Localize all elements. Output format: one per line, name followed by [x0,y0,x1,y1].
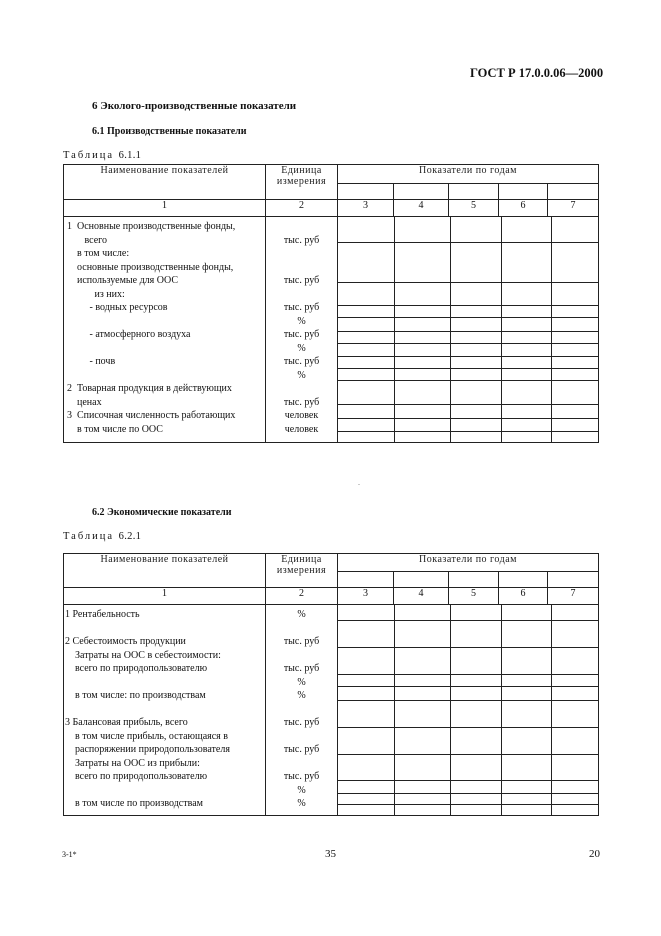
year-values-area [338,605,599,816]
row-unit [266,247,337,261]
value-row [338,381,598,405]
row-unit: тыс. руб [283,275,320,286]
row-unit [266,703,337,717]
value-row [338,432,598,442]
row-unit [266,757,337,771]
value-row [338,306,598,318]
value-row [338,781,598,794]
indicator-units [266,217,338,443]
row-unit: % [297,798,306,809]
year-cell [394,572,449,588]
year-cell [499,184,548,200]
row-unit: тыс. руб [283,302,320,313]
year-cell [449,572,499,588]
value-row [338,701,598,728]
row-name [67,369,265,383]
row-unit: тыс. руб [283,663,320,674]
row-name: в том числе по производствам [65,798,203,809]
row-unit: тыс. руб [283,717,320,728]
row-name: - водных ресурсов [67,302,168,313]
value-row [338,369,598,381]
row-unit: человек [284,423,319,435]
row-name: 3 Списочная численность работающих [67,410,236,421]
row-name: Затраты на ООС в себестоимости: [65,649,221,661]
header-unit-line1: Единица [281,554,322,565]
row-unit: % [297,609,306,620]
section-6-title: 6 Эколого-производственные показатели [92,100,297,112]
value-row [338,805,598,815]
value-row [338,357,598,369]
section-6-2-title: 6.2 Экономические показатели [92,507,232,518]
colnum-6: 6 [499,200,548,217]
year-cell [449,184,499,200]
colnum-5: 5 [449,200,499,217]
value-row [338,675,598,687]
row-unit: тыс. руб [283,744,320,755]
table-6-2-1-caption [63,531,141,542]
value-row [338,648,598,675]
value-grid [338,217,598,442]
value-row [338,217,598,243]
row-unit: тыс. руб [283,396,320,408]
row-name: из них: [67,288,125,300]
header-years: Показатели по годам [338,554,599,572]
header-unit-line2: измерения [276,565,327,576]
colnum-4: 4 [394,200,449,217]
row-name [67,315,265,329]
row-name: распоряжении природопользователя [65,744,230,755]
section-6-1-title: 6.1 Производственные показатели [92,126,247,137]
table-6-1-1-caption [63,150,141,161]
row-name: в том числе по ООС [67,423,163,435]
colnum-2: 2 [266,200,338,217]
row-name [67,342,265,356]
footer-page-number: 35 [325,848,336,860]
year-cell [499,572,548,588]
colnum-7: 7 [548,588,599,605]
row-name: ценах [67,396,102,408]
colnum-6: 6 [499,588,548,605]
value-row [338,621,598,648]
year-cell [338,184,394,200]
table-6-1-1 [63,164,599,443]
row-name: всего по природопользователю [65,663,208,674]
value-row [338,332,598,344]
colnum-4: 4 [394,588,449,605]
header-name: Наименование показателей [64,554,266,588]
row-name: 2 Товарная продукция в действующих [67,383,232,394]
row-unit: тыс. руб [283,234,320,246]
row-unit: тыс. руб [283,329,320,340]
row-name: в том числе прибыль, остающаяся в [65,730,228,742]
header-unit [266,554,338,588]
year-cell [338,572,394,588]
table-6-2-1 [63,553,599,816]
row-unit: % [297,784,306,796]
table-caption-word: Таблица [63,150,115,161]
value-row [338,243,598,283]
row-name: 1 Основные производственные фонды, [67,221,236,232]
row-name [65,622,265,636]
footer-standard-page: 20 [589,848,600,860]
row-unit: тыс. руб [283,771,320,782]
row-unit: % [297,676,306,688]
document-code: ГОСТ Р 17.0.0.06—2000 [470,66,604,80]
row-unit [266,730,337,744]
row-name: 1 Рентабельность [65,609,140,620]
row-unit: тыс. руб [283,356,320,367]
row-name [65,703,265,717]
row-unit: % [297,369,306,381]
year-cell [394,184,449,200]
row-name: в том числе: [67,248,130,259]
header-years: Показатели по годам [338,165,599,184]
value-row [338,318,598,331]
value-row [338,728,598,755]
colnum-1: 1 [64,200,266,217]
value-row [338,405,598,419]
year-cell [548,572,599,588]
colnum-1: 1 [64,588,266,605]
stray-mark: . [358,478,360,487]
row-name: всего [67,234,108,246]
row-unit [266,288,337,302]
header-unit-line2: измерения [276,176,327,187]
value-row [338,605,598,621]
row-unit [266,261,337,275]
table-caption-word: Таблица [63,531,115,542]
indicator-units [266,605,338,816]
row-name: Затраты на ООС из прибыли: [65,757,200,769]
year-values-area [338,217,599,443]
row-name [65,784,265,798]
row-unit [266,622,337,636]
value-row [338,687,598,701]
row-unit: % [297,342,306,354]
row-name: 2 Себестоимость продукции [65,636,186,647]
value-row [338,344,598,356]
row-unit: % [297,315,306,327]
indicator-names [64,605,266,816]
row-unit [266,382,337,396]
table-caption-number: 6.1.1 [118,150,142,161]
row-name: - почв [67,356,116,367]
indicator-names [64,217,266,443]
value-grid [338,605,598,815]
row-name: основные производственные фонды, [67,261,234,273]
row-name: в том числе: по производствам [65,690,206,701]
header-unit-line1: Единица [281,165,322,176]
value-row [338,419,598,432]
footer-sheet-mark: 3-1* [62,850,77,859]
colnum-7: 7 [548,200,599,217]
colnum-3: 3 [338,200,394,217]
row-unit: % [297,690,306,701]
row-name: используемые для ООС [67,275,179,286]
header-unit [266,165,338,200]
row-unit: человек [284,410,319,421]
colnum-2: 2 [266,588,338,605]
colnum-3: 3 [338,588,394,605]
row-name [65,676,265,690]
value-row [338,283,598,306]
row-name: - атмосферного воздуха [67,329,191,340]
year-cell [548,184,599,200]
row-unit [266,220,337,234]
value-row [338,794,598,805]
header-name: Наименование показателей [64,165,266,200]
row-unit: тыс. руб [283,636,320,647]
row-name: всего по природопользователю [65,771,208,782]
row-name: 3 Балансовая прибыль, всего [65,717,188,728]
table-caption-number: 6.2.1 [118,531,142,542]
row-unit [266,649,337,663]
colnum-5: 5 [449,588,499,605]
value-row [338,755,598,781]
